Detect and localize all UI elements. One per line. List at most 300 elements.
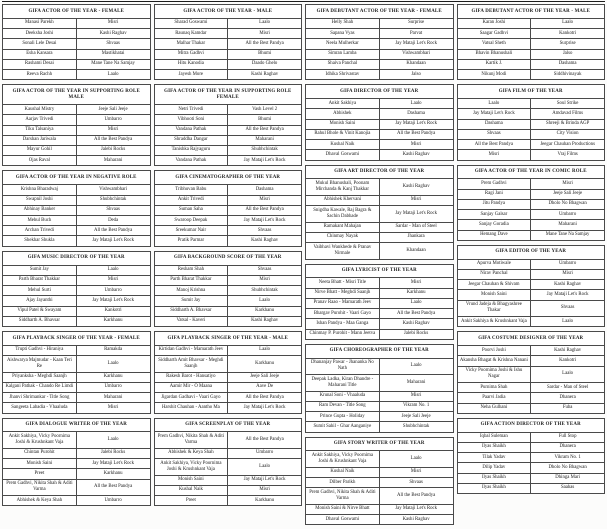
nominee-row (3, 356, 151, 372)
nominee-row (457, 483, 605, 493)
film-name-cell: Dholo No Bhagwan (531, 463, 605, 473)
nominee-row (154, 275, 302, 285)
award-category-header-row (154, 171, 302, 185)
award-category-header-row (3, 332, 151, 346)
nominee-row (457, 432, 605, 442)
nominee-name-cell: Ilyas Shaikh (457, 473, 531, 483)
film-name-cell: Laalo (379, 298, 453, 308)
nominee-row (457, 59, 605, 69)
film-name-cell: All the Best Pandya (228, 393, 302, 403)
nominee-row (306, 309, 454, 319)
award-category-header-row (3, 251, 151, 265)
top-divider-line (2, 1, 605, 2)
award-category-header-row (154, 418, 302, 432)
award-category-header-row (306, 437, 454, 451)
nominee-row (457, 140, 605, 150)
award-category-title: GIFA PLAYBACK SINGER OF THE YEAR - FEMALE (3, 332, 151, 346)
award-category-title: GIFA DIRECTOR OF THE YEAR (306, 85, 454, 99)
nominee-name-cell: Rakesh Barot - Hansatiyo (154, 372, 228, 382)
award-table (2, 331, 151, 414)
nominee-row (306, 298, 454, 308)
nominee-row (3, 39, 151, 49)
award-category-title: GIFA ART DIRECTOR OF THE YEAR (306, 165, 454, 179)
nominee-name-cell: Helly Shah (306, 18, 380, 28)
nominee-name-cell: Ankit Sakhiya & Krushnkant Vaja (457, 317, 531, 327)
nominee-row (3, 125, 151, 135)
film-name-cell: Laalo (228, 296, 302, 306)
nominee-name-cell: Raunaq Kamdar (154, 29, 228, 39)
nominee-row (457, 383, 605, 393)
nominee-row (457, 49, 605, 59)
film-name-cell: Mane Tane Na Samjay (76, 59, 150, 69)
film-name-cell: All the Best Pandya (228, 432, 302, 448)
award-column-3 (305, 4, 454, 529)
nominee-name-cell: Deepak Ladka, Kiran Dhandre - Maharani Title (306, 375, 380, 391)
nominee-row (306, 18, 454, 28)
award-column-1 (2, 4, 151, 510)
film-name-cell: Maharani (379, 375, 453, 391)
nominee-row (306, 70, 454, 80)
nominee-name-cell: Sumit Sahil - Ghar Aanganiye (306, 422, 380, 432)
nominee-name-cell: Vaibhavi Wankhede & Pranav Nirmale (306, 243, 380, 259)
nominee-row (306, 391, 454, 401)
nominee-name-cell: Rahul Bhole & Vinit Kanojia (306, 129, 380, 139)
award-table (457, 84, 606, 160)
nominee-name-cell: Siddharth A. Bhavsar (3, 316, 77, 326)
film-name-cell: All the Best Pandya (379, 309, 453, 319)
film-name-cell: Shreeji & Brinda AGP (531, 119, 605, 129)
award-category-header-row (154, 251, 302, 265)
nominee-name-cell: Monish Saini (457, 290, 531, 300)
film-name-cell: Dashama (379, 109, 453, 119)
film-name-cell: Laalo (228, 345, 302, 355)
film-name-cell: Laalo (531, 366, 605, 382)
nominee-row (457, 280, 605, 290)
nominee-row (457, 129, 605, 139)
film-name-cell: Kashi Raghav (379, 319, 453, 329)
nominee-row (457, 210, 605, 220)
nominee-name-cell: Malhar Thakar (154, 39, 228, 49)
nominee-name-cell: Esha Kansara (3, 49, 77, 59)
award-category-title: GIFA BACKGROUND SCORE OF THE YEAR (154, 251, 302, 265)
nominee-name-cell: Abhishek & Keya Shah (154, 448, 228, 458)
nominee-name-cell: Tilak Yadav (457, 453, 531, 463)
nominee-row (306, 515, 454, 525)
film-name-cell: Jay Mataji Let's Rock (228, 475, 302, 485)
award-category-title: GIFA STORY WRITER OF THE YEAR (306, 437, 454, 451)
award-table (2, 418, 151, 507)
film-name-cell: Karkhanu (228, 496, 302, 506)
nominee-name-cell: Sapana Vyas (306, 29, 380, 39)
film-name-cell: All the Best Pandya (228, 205, 302, 215)
nominee-name-cell: Paarvi Jadia (457, 393, 531, 403)
nominee-row (154, 236, 302, 246)
film-name-cell: Parvat (379, 29, 453, 39)
nominee-row (154, 393, 302, 403)
nominee-row (154, 145, 302, 155)
film-name-cell: Laalo (531, 18, 605, 28)
film-name-cell: Laalo (76, 265, 150, 275)
film-name-cell: Laalo (379, 358, 453, 374)
nominee-row (3, 469, 151, 479)
film-name-cell: All the Best Pandya (76, 226, 150, 236)
nominee-name-cell: Shaiva Panchal (306, 59, 380, 69)
nominee-row (154, 185, 302, 195)
film-name-cell: Jay Mataji Let's Rock (228, 403, 302, 413)
nominee-row (306, 401, 454, 411)
nominee-row (457, 259, 605, 269)
nominee-name-cell: Rashami Desai (3, 59, 77, 69)
nominee-row (457, 99, 605, 109)
nominee-row (154, 156, 302, 166)
nominee-name-cell: Dilip Yadav (457, 463, 531, 473)
nominee-name-cell: Ankit Trivedi (154, 195, 228, 205)
film-name-cell: Shvaas (379, 478, 453, 488)
award-category-header-row (3, 171, 151, 185)
film-name-cell: Kashi Raghav (531, 280, 605, 290)
film-name-cell: Misri (76, 403, 150, 413)
nominee-row (306, 129, 454, 139)
nominee-row (154, 18, 302, 28)
film-name-cell: Jeeje Sali Jeeje (76, 105, 150, 115)
nominee-row (154, 49, 302, 59)
nominee-row (154, 345, 302, 355)
award-category-header-row (3, 85, 151, 105)
film-name-cell: Full Stop (531, 432, 605, 442)
nominee-name-cell: Jitu Pandya (457, 199, 531, 209)
nominee-name-cell: Kirtidan Gadhvi - Mamarath Jeev (154, 345, 228, 355)
film-name-cell: Ramakda (76, 345, 150, 355)
film-name-cell: Umbarro (228, 448, 302, 458)
nominee-name-cell: Abhinay Banker (3, 205, 77, 215)
nominee-name-cell: Mehul Buch (3, 216, 77, 226)
nominee-row (3, 479, 151, 495)
award-category-title: GIFA FILM OF THE YEAR (457, 85, 605, 99)
nominee-row (3, 372, 151, 382)
film-name-cell: Umbarro (76, 382, 150, 392)
nominee-name-cell: Ajay Jayanthi (3, 296, 77, 306)
award-category-title: GIFA CHOREOGRAPHER OF THE YEAR (306, 344, 454, 358)
nominee-row (154, 135, 302, 145)
film-name-cell: Dholo No Bhagwan (531, 199, 605, 209)
film-name-cell: Misri (531, 179, 605, 189)
award-category-header-row (457, 165, 605, 179)
award-table (2, 251, 151, 327)
nominee-name-cell: Siddharth Amit Bhavsar - Meghdi Saanjh (154, 356, 228, 372)
nominee-row (3, 185, 151, 195)
award-table (154, 170, 303, 246)
film-name-cell: Kankotri (531, 29, 605, 39)
nominee-row (3, 265, 151, 275)
award-table (457, 165, 606, 241)
award-category-title: GIFA EDITOR OF THE YEAR (457, 245, 605, 259)
nominee-row (3, 296, 151, 306)
award-columns (2, 4, 605, 529)
nominee-row (457, 18, 605, 28)
film-name-cell: Laalo (76, 70, 150, 80)
nominee-row (154, 29, 302, 39)
film-name-cell: Kashi Raghav (379, 515, 453, 525)
nominee-row (154, 39, 302, 49)
nominee-name-cell: All the Best Pandya (457, 140, 531, 150)
film-name-cell: Misri (76, 125, 150, 135)
nominee-row (3, 115, 151, 125)
nominee-row (3, 135, 151, 145)
award-category-title: GIFA PLAYBACK SINGER OF THE YEAR - MALE (154, 332, 302, 346)
nominee-row (306, 467, 454, 477)
film-name-cell: Misri (379, 140, 453, 150)
film-name-cell: Vash Level 2 (228, 105, 302, 115)
nominee-name-cell: Deeksha Joshi (3, 29, 77, 39)
nominee-name-cell: Sonali Lele Desai (3, 39, 77, 49)
nominee-row (154, 475, 302, 485)
nominee-name-cell: Poorvi Joshi (457, 346, 531, 356)
film-name-cell: Misri (379, 467, 453, 477)
award-category-title: GIFA MUSIC DIRECTOR OF THE YEAR (3, 251, 151, 265)
nominee-name-cell: Karan Joshi (457, 18, 531, 28)
nominee-name-cell: Jhanvi Shrimankar - Title Song (3, 393, 77, 403)
nominee-row (457, 189, 605, 199)
award-table (457, 331, 606, 414)
nominee-name-cell: Bhargav Purohit - Vaari Gayo (306, 309, 380, 319)
film-name-cell: Karkhanu (76, 372, 150, 382)
award-table (457, 245, 606, 328)
nominee-row (457, 403, 605, 413)
nominee-name-cell: Mehul Surti (3, 286, 77, 296)
film-name-cell: Vishwambhari (76, 185, 150, 195)
film-name-cell: Kashi Raghav (531, 346, 605, 356)
film-name-cell: All the Best Pandya (76, 479, 150, 495)
nominee-row (457, 393, 605, 403)
nominee-name-cell: Monish Saini (3, 459, 77, 469)
film-name-cell: Deda (76, 216, 150, 226)
film-name-cell: Karkhanu (76, 316, 150, 326)
nominee-name-cell: Ragi Jani (457, 189, 531, 199)
film-name-cell: Jay Mataji Let's Rock (379, 119, 453, 129)
award-table (154, 251, 303, 327)
film-name-cell: Vishwambhari (379, 49, 453, 59)
award-table (2, 4, 151, 80)
film-name-cell: Shvaas (76, 205, 150, 215)
film-name-cell: Aave De (228, 382, 302, 392)
award-category-title: GIFA DIALOGUE WRITER OF THE YEAR (3, 418, 151, 432)
film-name-cell: Sardar - Man of Steel (379, 222, 453, 232)
nominee-row (3, 286, 151, 296)
award-table (457, 418, 606, 494)
nominee-row (306, 222, 454, 232)
award-category-header-row (3, 5, 151, 19)
film-name-cell: Karkhanu (76, 469, 150, 479)
nominee-name-cell: Swaroop Deepak (154, 216, 228, 226)
nominee-row (154, 432, 302, 448)
nominee-name-cell: Akansha Bhagat & Krishna Nanani (457, 356, 531, 366)
nominee-name-cell: Shekhar Shukla (3, 236, 77, 246)
film-name-cell: Jay Mataji Let's Rock (228, 156, 302, 166)
award-table (305, 264, 454, 340)
nominee-row (154, 316, 302, 326)
nominee-row (457, 346, 605, 356)
film-name-cell: Shvaas (228, 265, 302, 275)
award-category-header-row (306, 344, 454, 358)
film-name-cell: Bhumi (228, 49, 302, 59)
award-category-header-row (306, 5, 454, 19)
award-category-title: GIFA DEBUTANT ACTOR OF THE YEAR - FEMALE (306, 5, 454, 19)
film-name-cell: Shvaas (531, 300, 605, 316)
nominee-row (457, 317, 605, 327)
nominee-name-cell: Tribhuvan Babu (154, 185, 228, 195)
nominee-row (3, 432, 151, 448)
nominee-row (3, 236, 151, 246)
nominee-row (154, 403, 302, 413)
film-name-cell: Misri (76, 275, 150, 285)
nominee-row (457, 453, 605, 463)
nominee-row (457, 290, 605, 300)
film-name-cell: Misri (228, 275, 302, 285)
nominee-row (154, 459, 302, 475)
nominee-row (3, 275, 151, 285)
nominee-name-cell: Saagar Gadhvi (457, 29, 531, 39)
film-name-cell: Jay Mataji Let's Rock (76, 236, 150, 246)
nominee-name-cell: Sanjay Galsar (457, 210, 531, 220)
award-category-header-row (457, 245, 605, 259)
nominee-name-cell: Sharad Goswami (154, 18, 228, 28)
nominee-row (457, 29, 605, 39)
nominee-name-cell: Preet (154, 496, 228, 506)
award-category-header-row (154, 5, 302, 19)
nominee-row (3, 59, 151, 69)
nominee-row (3, 105, 151, 115)
award-table (2, 170, 151, 246)
nominee-row (3, 49, 151, 59)
nominee-row (154, 382, 302, 392)
film-name-cell: Bhumi (228, 115, 302, 125)
nominee-row (154, 485, 302, 495)
nominee-name-cell: Archan Trivedi (3, 226, 77, 236)
film-name-cell: Jeeje Sali Jeeje (379, 412, 453, 422)
award-category-header-row (154, 332, 302, 346)
nominee-name-cell: Dhananjay Pawar - Jhananka No Nath (306, 358, 380, 374)
nominee-name-cell: Sangeeta Labadia - Vhaaluda (3, 403, 77, 413)
award-table (154, 418, 303, 507)
nominee-row (457, 366, 605, 382)
nominee-row (457, 150, 605, 160)
film-name-cell: Jeeje Sali Jeeje (228, 372, 302, 382)
film-name-cell: All the Best Pandya (76, 135, 150, 145)
nominee-name-cell: Abhishek (306, 109, 380, 119)
nominee-name-cell: Misri (457, 150, 531, 160)
film-name-cell: Laalo (228, 18, 302, 28)
nominee-name-cell: Shvaas (457, 129, 531, 139)
nominee-row (457, 39, 605, 49)
nominee-name-cell: Ilyas Shaikh (457, 483, 531, 493)
nominee-row (3, 496, 151, 506)
award-category-header-row (306, 165, 454, 179)
film-name-cell: Karkhanu (228, 306, 302, 316)
nominee-name-cell: Sumit Jay (154, 296, 228, 306)
film-name-cell: Laalo (379, 451, 453, 467)
film-name-cell: Karkhanu (379, 288, 453, 298)
nominee-row (306, 358, 454, 374)
film-name-cell: Kashi Raghav (76, 29, 150, 39)
nominee-name-cell: Dilber Parikh (306, 478, 380, 488)
nominee-name-cell: Darshan Jariwala (3, 135, 77, 145)
nominee-name-cell: Krishna Bharadwaj (3, 185, 77, 195)
nominee-name-cell: Aishwarya Majmudar - Kaan Teri Re (3, 356, 77, 372)
nominee-name-cell: Vicky Poornima Joshi & Ishu Nagar (457, 366, 531, 382)
film-name-cell: Jay Mataji Let's Rock (379, 39, 453, 49)
nominee-name-cell: Dhaval Goswami (306, 515, 380, 525)
award-category-title: GIFA ACTION DIRECTOR OF THE YEAR (457, 418, 605, 432)
award-category-title: GIFA ACTOR OF THE YEAR IN NEGATIVE ROLE (3, 171, 151, 185)
film-name-cell: Surprise (379, 18, 453, 28)
nominee-row (3, 316, 151, 326)
award-category-title: GIFA ACTOR OF THE YEAR IN COMIC ROLE (457, 165, 605, 179)
nominee-name-cell: Nirve Bhatt - Meghdi Saanjh (306, 288, 380, 298)
nominee-name-cell: Apurva Motiwale (457, 259, 531, 269)
film-name-cell: Jeegar Chauhan Productions (531, 140, 605, 150)
nominee-name-cell: Ram Devan - Title Song (306, 401, 380, 411)
nominee-name-cell: Vipul Patel & Swayam (3, 306, 77, 316)
nominee-name-cell: Jeegar Chauhan & Shivam (457, 280, 531, 290)
film-name-cell: Shvaas (76, 39, 150, 49)
nominee-name-cell: Reeva Rachh (3, 70, 77, 80)
film-name-cell: Umbarro (531, 259, 605, 269)
film-name-cell: Umbarro (76, 115, 150, 125)
nominee-row (306, 59, 454, 69)
film-name-cell: Kashi Raghav (228, 316, 302, 326)
nominee-row (457, 220, 605, 230)
nominee-row (3, 345, 151, 355)
nominee-name-cell: Vibhooti Soni (154, 115, 228, 125)
film-name-cell: Vikram No. 1 (379, 401, 453, 411)
film-name-cell: Misri (228, 195, 302, 205)
nominee-name-cell: Shraddha Dangar (154, 135, 228, 145)
nominee-name-cell: Neela Mulherkar (306, 39, 380, 49)
nominee-name-cell: Nikunj Modi (457, 70, 531, 80)
film-name-cell: Umbarro (531, 210, 605, 220)
nominee-row (154, 372, 302, 382)
nominee-row (3, 382, 151, 392)
award-category-header-row (306, 264, 454, 278)
nominee-row (457, 109, 605, 119)
award-table (154, 331, 303, 414)
nominee-name-cell: Parth Bharat Thakkar (3, 275, 77, 285)
film-name-cell: Laalo (76, 356, 150, 372)
film-name-cell: Jalso (531, 49, 605, 59)
award-table (154, 84, 303, 166)
nominee-name-cell: Prem Gadhvi, Nikita Shah & Aditi Varma (306, 488, 380, 504)
nominee-name-cell: Monish Saini (154, 475, 228, 485)
nominee-name-cell: Prem Gadhvi, Nikita Shah & Aditi Varma (3, 479, 77, 495)
nominee-row (306, 504, 454, 514)
nominee-row (3, 18, 151, 28)
nominee-row (306, 140, 454, 150)
nominee-row (457, 463, 605, 473)
nominee-name-cell: Prince Gupta - Holiday (306, 412, 380, 422)
film-name-cell: All the Best Pandya (228, 39, 302, 49)
film-name-cell: Kashi Raghav (228, 236, 302, 246)
film-name-cell: Shubhchintak (76, 195, 150, 205)
nominee-name-cell: Jayesh More (154, 70, 228, 80)
nominee-name-cell: Ankit Sakhiya (306, 99, 380, 109)
nominee-row (306, 488, 454, 504)
nominee-name-cell: Ojas Raval (3, 156, 77, 166)
nominee-name-cell: Ilyas Shaikh (457, 442, 531, 452)
nominee-name-cell: Kartik J. (457, 59, 531, 69)
nominee-name-cell: Netri Trivedi (154, 105, 228, 115)
nominee-row (154, 216, 302, 226)
film-name-cell: Mastikhatai (76, 49, 150, 59)
